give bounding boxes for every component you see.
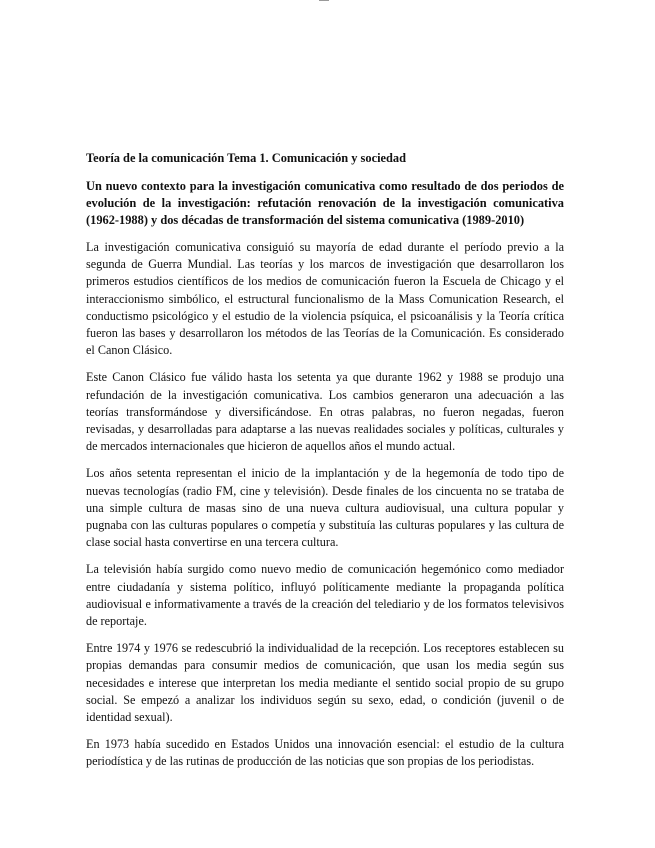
paragraph-5: Entre 1974 y 1976 se redescubrió la individualidad de la recepción. Los receptores establecen su propias demandas para consumir medios de comunicación, que usan los media según sus necesidades e interese que interpretan los media mediante el sentido social propio de su grupo social. Se empezó a analizar los individuos según su sexo, edad, o condición (juvenil o de identidad sexual). — [86, 641, 564, 725]
paragraph-1: La investigación comunicativa consiguió su mayoría de edad durante el período previo a la segunda de Guerra Mundial. Las teorías y los marcos de investigación que desarrollaron los primeros estudios científicos de los medios de comunicación fueron la Escuela de Chicago y el interaccionismo simbólico, el estructural funcionalismo de la Mass Comunication Research, el conductismo psicológico y el estudio de la violencia psíquica, el psicoanálisis y la Teoría crítica fueron las bases y desarrollaron los métodos de las Teorías de la Comunicación. Es considerado el Canon Clásico. — [86, 240, 564, 358]
document-subtitle: Un nuevo contexto para la investigación comunicativa como resultado de dos periodos de evolución de la investigación: refutación renovación de la investigación comunicativa (1962-1988) y dos décadas de transformación del sistema comunicativa (1989-2010) — [86, 179, 564, 227]
document-title: Teoría de la comunicación Tema 1. Comunicación y sociedad — [86, 151, 406, 165]
paragraph-3: Los años setenta representan el inicio de la implantación y de la hegemonía de todo tipo de nuevas tecnologías (radio FM, cine y televisión). Desde finales de los cincuenta no se trataba de una simple cultura de masas sino de una nueva cultura audiovisual, una cultura popular y pugnaba con las culturas populares o competía y substituía las culturas populares y las cultura de clase social hasta convertirse en una tercera cultura. — [86, 466, 564, 550]
paragraph-4: La televisión había surgido como nuevo medio de comunicación hegemónico como mediador entre ciudadanía y sistema político, influyó políticamente mediante la propaganda política audiovisual e informativamente a través de la creación del telediario y de los formatos televisivos de reportaje. — [86, 562, 564, 629]
document-body — [86, 150, 564, 781]
page-top-mark — [319, 0, 329, 2]
paragraph-6: En 1973 había sucedido en Estados Unidos una innovación esencial: el estudio de la cultura periodística y de las rutinas de producción de las noticias que son propias de los periodistas. — [86, 737, 564, 769]
paragraph-2: Este Canon Clásico fue válido hasta los setenta ya que durante 1962 y 1988 se produjo una refundación de la investigación comunicativa. Los cambios generaron una adecuación a las teorías transformándose y diversificándose. En otras palabras, no fueron negadas, fueron revisadas, y desarrolladas para adaptarse a las nuevas realidades sociales y políticas, culturales y de mercados internacionales que hicieron de aquellos años el mundo actual. — [86, 370, 564, 454]
